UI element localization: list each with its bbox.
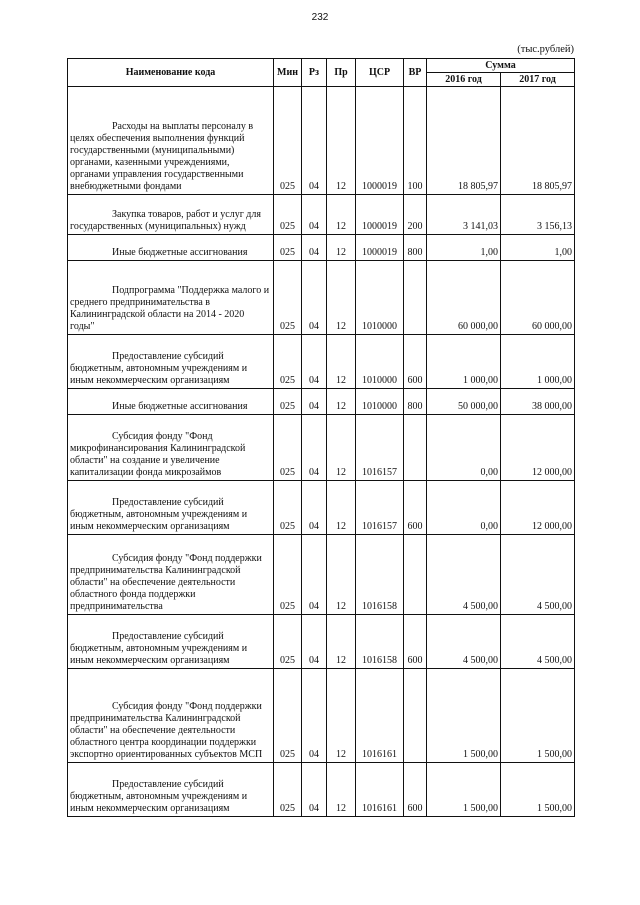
row-sum-2017: 12 000,00 [501, 481, 575, 535]
row-sum-2017: 1 500,00 [501, 669, 575, 763]
row-sum-2016: 0,00 [427, 481, 501, 535]
row-csr: 1016157 [356, 481, 404, 535]
row-vr: 100 [404, 87, 427, 195]
row-name [68, 195, 274, 235]
row-name-text: Предоставление субсидий бюджетным, автономным учреждениям и иным некоммерческим организациям [70, 497, 248, 532]
row-csr: 1010000 [356, 261, 404, 335]
row-sum-2016: 50 000,00 [427, 389, 501, 415]
row-rz: 04 [302, 195, 327, 235]
row-rz: 04 [302, 535, 327, 615]
row-csr: 1016161 [356, 669, 404, 763]
row-vr [404, 415, 427, 481]
row-csr: 1010000 [356, 389, 404, 415]
row-name-text: Предоставление субсидий бюджетным, автономным учреждениям и иным некоммерческим организациям [70, 351, 248, 386]
table-row [68, 87, 575, 195]
row-vr [404, 261, 427, 335]
table-row [68, 481, 575, 535]
row-sum-2017: 38 000,00 [501, 389, 575, 415]
row-sum-2017: 4 500,00 [501, 615, 575, 669]
header-year-2016: 2016 год [427, 73, 501, 87]
row-sum-2016: 60 000,00 [427, 261, 501, 335]
row-sum-2017: 4 500,00 [501, 535, 575, 615]
row-vr: 800 [404, 235, 427, 261]
row-min: 025 [274, 87, 302, 195]
row-pr: 12 [327, 87, 356, 195]
row-min: 025 [274, 669, 302, 763]
row-min: 025 [274, 261, 302, 335]
header-rz: Рз [302, 59, 327, 87]
row-pr: 12 [327, 415, 356, 481]
row-csr: 1016161 [356, 763, 404, 817]
row-sum-2016: 3 141,03 [427, 195, 501, 235]
row-name [68, 87, 274, 195]
row-min: 025 [274, 389, 302, 415]
row-csr: 1016158 [356, 535, 404, 615]
table-row [68, 415, 575, 481]
row-csr: 1016158 [356, 615, 404, 669]
row-name-text: Субсидия фонду "Фонд поддержки предпринимательства Калининградской области" на обеспечение деятельности областного фонда поддержки предпринимательства [70, 553, 262, 612]
header-name: Наименование кода [68, 59, 274, 87]
row-rz: 04 [302, 615, 327, 669]
row-sum-2017: 60 000,00 [501, 261, 575, 335]
row-sum-2016: 4 500,00 [427, 615, 501, 669]
row-pr: 12 [327, 389, 356, 415]
row-csr: 1010000 [356, 335, 404, 389]
row-min: 025 [274, 535, 302, 615]
row-name [68, 669, 274, 763]
row-vr [404, 535, 427, 615]
row-vr: 600 [404, 481, 427, 535]
row-min: 025 [274, 415, 302, 481]
table-row [68, 615, 575, 669]
row-sum-2016: 1 500,00 [427, 763, 501, 817]
row-sum-2016: 4 500,00 [427, 535, 501, 615]
row-rz: 04 [302, 235, 327, 261]
row-sum-2017: 18 805,97 [501, 87, 575, 195]
row-min: 025 [274, 195, 302, 235]
row-name-text: Расходы на выплаты персоналу в целях обеспечения выполнения функций государственными (муниципальными) органами, казенными учреждениями, органами управления государственными внебюджетными фондами [70, 121, 254, 192]
row-sum-2017: 1 000,00 [501, 335, 575, 389]
row-name-text: Предоставление субсидий бюджетным, автономным учреждениям и иным некоммерческим организациям [70, 779, 248, 814]
table-row [68, 235, 575, 261]
row-sum-2017: 12 000,00 [501, 415, 575, 481]
table-row [68, 261, 575, 335]
row-sum-2017: 3 156,13 [501, 195, 575, 235]
row-csr: 1000019 [356, 195, 404, 235]
row-rz: 04 [302, 669, 327, 763]
row-pr: 12 [327, 615, 356, 669]
row-name [68, 481, 274, 535]
row-name-text: Иные бюджетные ассигнования [112, 247, 248, 258]
row-name [68, 535, 274, 615]
row-csr: 1000019 [356, 235, 404, 261]
row-name-text: Подпрограмма "Поддержка малого и среднего предпринимательства в Калининградской области на 2014 - 2020 годы" [70, 285, 270, 332]
page-number: 232 [311, 12, 329, 23]
budget-table [67, 58, 575, 817]
row-name [68, 389, 274, 415]
row-name-text: Иные бюджетные ассигнования [112, 401, 248, 412]
row-sum-2017: 1,00 [501, 235, 575, 261]
header-min: Мин [274, 59, 302, 87]
table-row [68, 763, 575, 817]
row-sum-2016: 18 805,97 [427, 87, 501, 195]
row-rz: 04 [302, 261, 327, 335]
row-name [68, 415, 274, 481]
row-vr: 600 [404, 335, 427, 389]
row-min: 025 [274, 763, 302, 817]
row-vr: 600 [404, 615, 427, 669]
row-rz: 04 [302, 415, 327, 481]
row-pr: 12 [327, 195, 356, 235]
row-pr: 12 [327, 535, 356, 615]
row-rz: 04 [302, 481, 327, 535]
row-pr: 12 [327, 335, 356, 389]
header-pr: Пр [327, 59, 356, 87]
row-name [68, 615, 274, 669]
header-sum: Сумма [427, 59, 575, 73]
row-sum-2016: 1 500,00 [427, 669, 501, 763]
row-rz: 04 [302, 87, 327, 195]
table-row [68, 195, 575, 235]
row-rz: 04 [302, 763, 327, 817]
header-year-2017: 2017 год [501, 73, 575, 87]
row-min: 025 [274, 615, 302, 669]
row-name-text: Субсидия фонду "Фонд микрофинансирования Калининградской области" на создание и увеличение капитализации фонда микрозаймов [70, 431, 246, 478]
row-pr: 12 [327, 261, 356, 335]
row-vr: 800 [404, 389, 427, 415]
row-csr: 1000019 [356, 87, 404, 195]
row-sum-2016: 1 000,00 [427, 335, 501, 389]
row-pr: 12 [327, 235, 356, 261]
table-row [68, 669, 575, 763]
row-min: 025 [274, 235, 302, 261]
row-csr: 1016157 [356, 415, 404, 481]
header-vr: ВР [404, 59, 427, 87]
row-sum-2016: 1,00 [427, 235, 501, 261]
table-row [68, 389, 575, 415]
unit-label: (тыс.рублей) [517, 44, 574, 55]
row-rz: 04 [302, 389, 327, 415]
row-min: 025 [274, 335, 302, 389]
row-name-text: Предоставление субсидий бюджетным, автономным учреждениям и иным некоммерческим организациям [70, 631, 248, 666]
table-row [68, 535, 575, 615]
row-name [68, 261, 274, 335]
row-name-text: Субсидия фонду "Фонд поддержки предпринимательства Калининградской области" на обеспечение деятельности областного центра координации поддержки экспортно ориентированных субъектов МСП [70, 701, 263, 760]
row-name-text: Закупка товаров, работ и услуг для государственных (муниципальных) нужд [70, 209, 261, 232]
row-vr [404, 669, 427, 763]
row-name [68, 235, 274, 261]
row-vr: 600 [404, 763, 427, 817]
row-rz: 04 [302, 335, 327, 389]
row-min: 025 [274, 481, 302, 535]
row-vr: 200 [404, 195, 427, 235]
table-body [68, 87, 575, 817]
row-sum-2017: 1 500,00 [501, 763, 575, 817]
row-name [68, 335, 274, 389]
header-csr: ЦСР [356, 59, 404, 87]
row-pr: 12 [327, 763, 356, 817]
row-pr: 12 [327, 481, 356, 535]
row-name [68, 763, 274, 817]
row-pr: 12 [327, 669, 356, 763]
table-row [68, 335, 575, 389]
row-sum-2016: 0,00 [427, 415, 501, 481]
